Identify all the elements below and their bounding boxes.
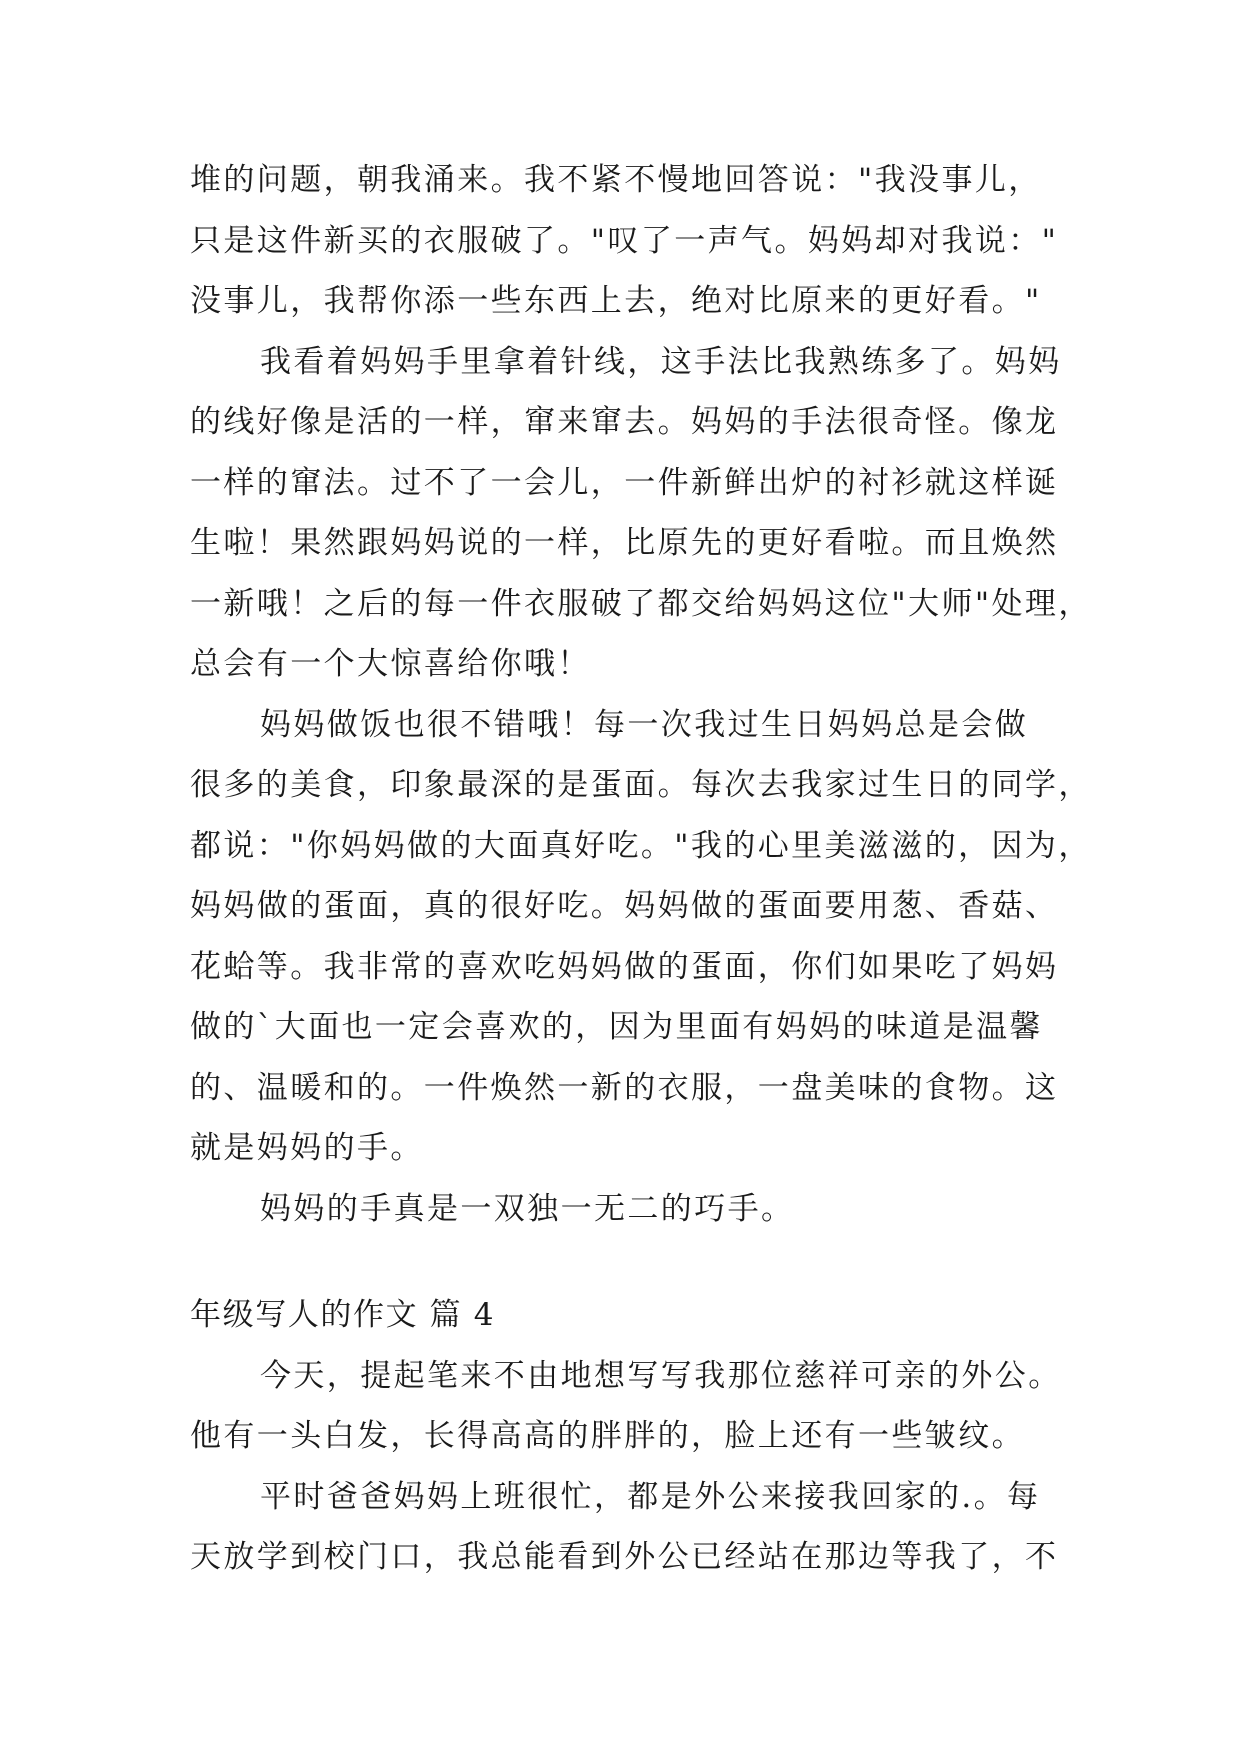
section-heading: 年级写人的作文 篇 4 [190, 1297, 496, 1333]
text-line: 生啦！果然跟妈妈说的一样，比原先的更好看啦。而且焕然 [190, 525, 1059, 561]
text-line: 都说："你妈妈做的大面真好吃。"我的心里美滋滋的，因为， [190, 827, 1092, 864]
text-line: 他有一头白发，长得高高的胖胖的，脸上还有一些皱纹。 [190, 1418, 1025, 1454]
text-line: 只是这件新买的衣服破了。"叹了一声气。妈妈却对我说：" [190, 222, 1059, 259]
text-line: 就是妈妈的手。 [190, 1130, 424, 1166]
text-line: 的线好像是活的一样，窜来窜去。妈妈的手法很奇怪。像龙 [190, 404, 1059, 440]
paragraph-2 [190, 332, 1092, 695]
paragraph-5 [190, 1346, 1060, 1467]
text-line: 没事儿，我帮你添一些东西上去，绝对比原来的更好看。" [190, 283, 1042, 319]
text-line: 平时爸爸妈妈上班很忙，都是外公来接我回家的.。每 [260, 1478, 1041, 1515]
text-line: 天放学到校门口，我总能看到外公已经站在那边等我了，不 [190, 1539, 1059, 1575]
text-line: 花蛤等。我非常的喜欢吃妈妈做的蛋面，你们如果吃了妈妈 [190, 948, 1059, 985]
text-line: 妈妈做的蛋面，真的很好吃。妈妈做的蛋面要用葱、香菇、 [190, 888, 1059, 924]
paragraph-3 [190, 695, 1092, 1179]
paragraph-4 [190, 1179, 1060, 1240]
text-line: 的、温暖和的。一件焕然一新的衣服，一盘美味的食物。这 [190, 1069, 1059, 1106]
text-line: 很多的美食，印象最深的是蛋面。每次去我家过生日的同学， [190, 767, 1092, 803]
text-line: 一新哦！之后的每一件衣服破了都交给妈妈这位"大师"处理， [190, 585, 1092, 622]
text-line: 总会有一个大惊喜给你哦！ [190, 646, 591, 682]
text-line: 一样的窜法。过不了一会儿，一件新鲜出炉的衬衫就这样诞 [190, 464, 1059, 501]
paragraph-1 [190, 150, 1060, 332]
document-body [190, 150, 1092, 1588]
paragraph-6 [190, 1467, 1060, 1588]
text-line: 今天，提起笔来不由地想写写我那位慈祥可亲的外公。 [260, 1357, 1062, 1394]
text-line: 做的`大面也一定会喜欢的，因为里面有妈妈的味道是温馨 [190, 1009, 1043, 1045]
text-line: 妈妈做饭也很不错哦！每一次我过生日妈妈总是会做 [260, 706, 1029, 743]
text-line: 堆的问题，朝我涌来。我不紧不慢地回答说："我没事儿， [190, 162, 1042, 198]
text-line: 妈妈的手真是一双独一无二的巧手。 [260, 1190, 795, 1227]
text-line: 我看着妈妈手里拿着针线，这手法比我熟练多了。妈妈 [260, 343, 1062, 380]
section-gap [190, 1239, 1060, 1285]
